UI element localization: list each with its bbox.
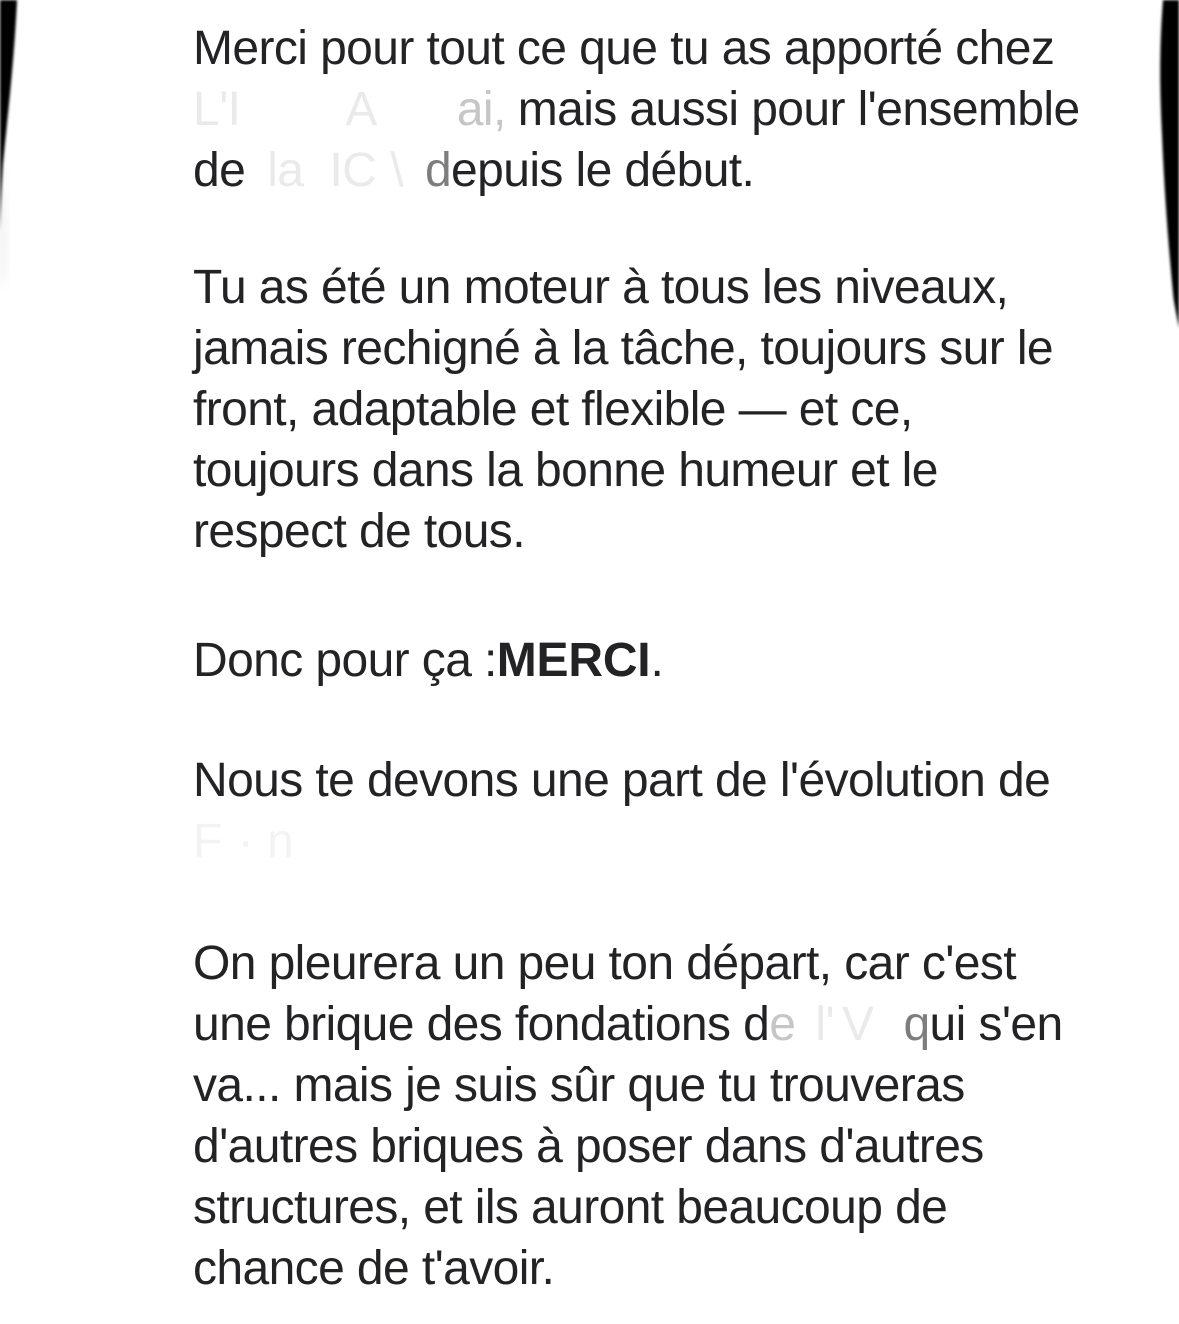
redacted-ghost-text: L'I bbox=[193, 83, 241, 136]
redacted-ghost-text: d bbox=[424, 144, 452, 197]
message-text: ui s'en bbox=[929, 998, 1063, 1051]
redacted-ghost-text: V bbox=[842, 998, 874, 1051]
redacted-ghost-text: q bbox=[903, 998, 930, 1051]
text-line bbox=[193, 1238, 1063, 1299]
message-text: chance de t'avoir. bbox=[193, 1242, 555, 1295]
dark-background-corner-top-left bbox=[0, 0, 17, 232]
text-line bbox=[193, 501, 1053, 562]
text-line bbox=[193, 1177, 1063, 1238]
text-line bbox=[193, 630, 663, 691]
message-text: respect de tous. bbox=[193, 505, 525, 558]
text-line bbox=[193, 379, 1053, 440]
text-line bbox=[193, 18, 1080, 79]
text-line bbox=[193, 140, 1080, 201]
paragraph-departure bbox=[193, 933, 1063, 1299]
redacted-ghost-text: IC bbox=[329, 144, 377, 197]
paragraph-evolution bbox=[193, 750, 1050, 872]
redacted-ghost-text: \ bbox=[390, 144, 403, 197]
message-text: Merci pour tout ce que tu as apporté chez bbox=[193, 22, 1055, 75]
message-text: On pleurera un peu ton départ, car c'est bbox=[193, 937, 1017, 990]
message-text: Tu as été un moteur à tous les niveaux, bbox=[193, 261, 1009, 314]
message-text: epuis le début. bbox=[451, 144, 755, 197]
text-line bbox=[193, 750, 1050, 811]
redacted-ghost-text: la bbox=[267, 144, 304, 197]
paragraph-qualities bbox=[193, 257, 1053, 562]
text-line bbox=[193, 440, 1053, 501]
text-line bbox=[193, 811, 1050, 872]
message-text: d'autres briques à poser dans d'autres bbox=[193, 1120, 984, 1173]
text-line bbox=[193, 933, 1063, 994]
redacted-ghost-text: ai, bbox=[456, 83, 506, 136]
message-text: Nous te devons une part de l'évolution de bbox=[193, 754, 1051, 807]
dark-background-corner-top-right bbox=[1160, 0, 1179, 328]
left-corner-shadow bbox=[0, 160, 6, 290]
message-text: mais aussi pour l'ensemble bbox=[517, 83, 1080, 136]
message-text: va... mais je suis sûr que tu trouveras bbox=[193, 1059, 965, 1112]
paragraph-thanks-intro bbox=[193, 18, 1080, 201]
redacted-ghost-text: A bbox=[345, 83, 377, 136]
redacted-ghost-text: · bbox=[237, 815, 254, 868]
text-line bbox=[193, 257, 1053, 318]
emphasis-text: MERCI bbox=[496, 634, 651, 687]
redacted-ghost-text: F bbox=[193, 815, 222, 868]
text-line bbox=[193, 1055, 1063, 1116]
message-text: structures, et ils auront beaucoup de bbox=[193, 1181, 948, 1234]
redacted-ghost-text: n bbox=[267, 815, 294, 868]
message-text: jamais rechigné à la tâche, toujours sur le bbox=[193, 322, 1053, 375]
text-line bbox=[193, 994, 1063, 1055]
message-text: une brique des fondations d bbox=[193, 998, 770, 1051]
message-text: front, adaptable et flexible — et ce, bbox=[193, 383, 913, 436]
text-line bbox=[193, 79, 1080, 140]
text-line bbox=[193, 318, 1053, 379]
paragraph-merci bbox=[193, 630, 663, 691]
message-text: toujours dans la bonne humeur et le bbox=[193, 444, 938, 497]
message-text: de bbox=[193, 144, 246, 197]
message-text: . bbox=[650, 634, 664, 687]
text-line bbox=[193, 1116, 1063, 1177]
redacted-ghost-text: e bbox=[769, 998, 796, 1051]
message-text: Donc pour ça : bbox=[193, 634, 497, 687]
redacted-ghost-text: l' bbox=[815, 998, 835, 1051]
